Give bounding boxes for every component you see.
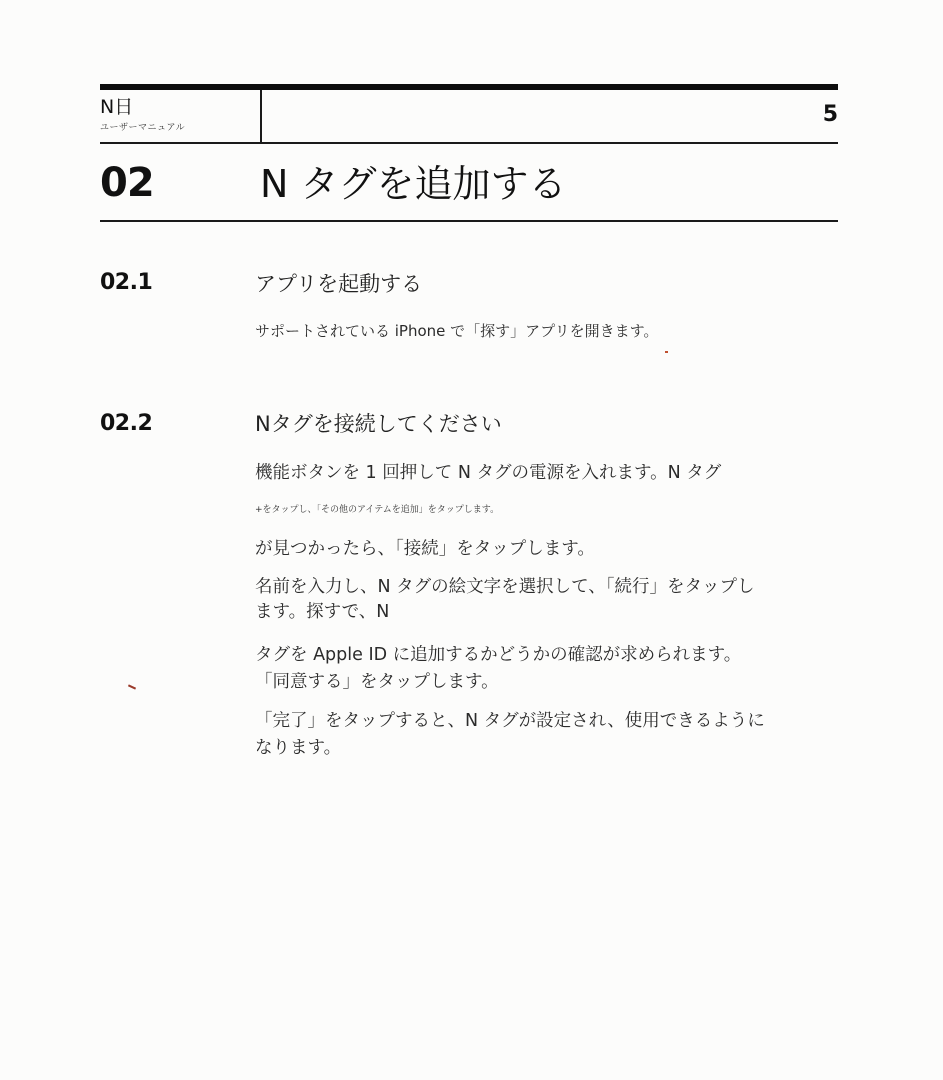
paragraph: 名前を入力し、N タグの絵文字を選択して、「続行」をタップし: [255, 577, 755, 597]
section-title: アプリを起動する: [255, 272, 423, 296]
brand-name: N日: [100, 96, 134, 118]
header-divider: [260, 90, 262, 142]
paragraph: が見つかったら、「接続」をタップします。: [255, 539, 595, 559]
paragraph: 機能ボタンを 1 回押して N タグの電源を入れます。N タグ: [255, 463, 722, 483]
paragraph: 「同意する」をタップします。: [255, 672, 499, 692]
scan-speck: [128, 684, 136, 689]
paragraph: 「完了」をタップすると、N タグが設定され、使用できるように: [255, 711, 765, 731]
header-rule: [100, 142, 838, 144]
paragraph: サポートされている iPhone で「探す」アプリを開きます。: [255, 322, 659, 340]
chapter-rule: [100, 220, 838, 222]
brand-subtitle: ユーザーマニュアル: [100, 123, 186, 133]
page-number: 5: [822, 102, 838, 127]
paragraph: ます。探すで、N: [255, 602, 390, 622]
section-number: 02.2: [100, 411, 153, 436]
scan-speck: [665, 351, 668, 353]
section-title: Nタグを接続してください: [255, 412, 502, 436]
chapter-title: N タグを追加する: [260, 162, 567, 206]
chapter-number: 02: [100, 160, 154, 206]
page-header: [100, 90, 838, 142]
section-number: 02.1: [100, 270, 153, 295]
paragraph: なります。: [255, 738, 342, 758]
note-line: +をタップし、「その他のアイテムを追加」をタップします。: [255, 505, 500, 515]
paragraph: タグを Apple ID に追加するかどうかの確認が求められます。: [255, 645, 742, 665]
